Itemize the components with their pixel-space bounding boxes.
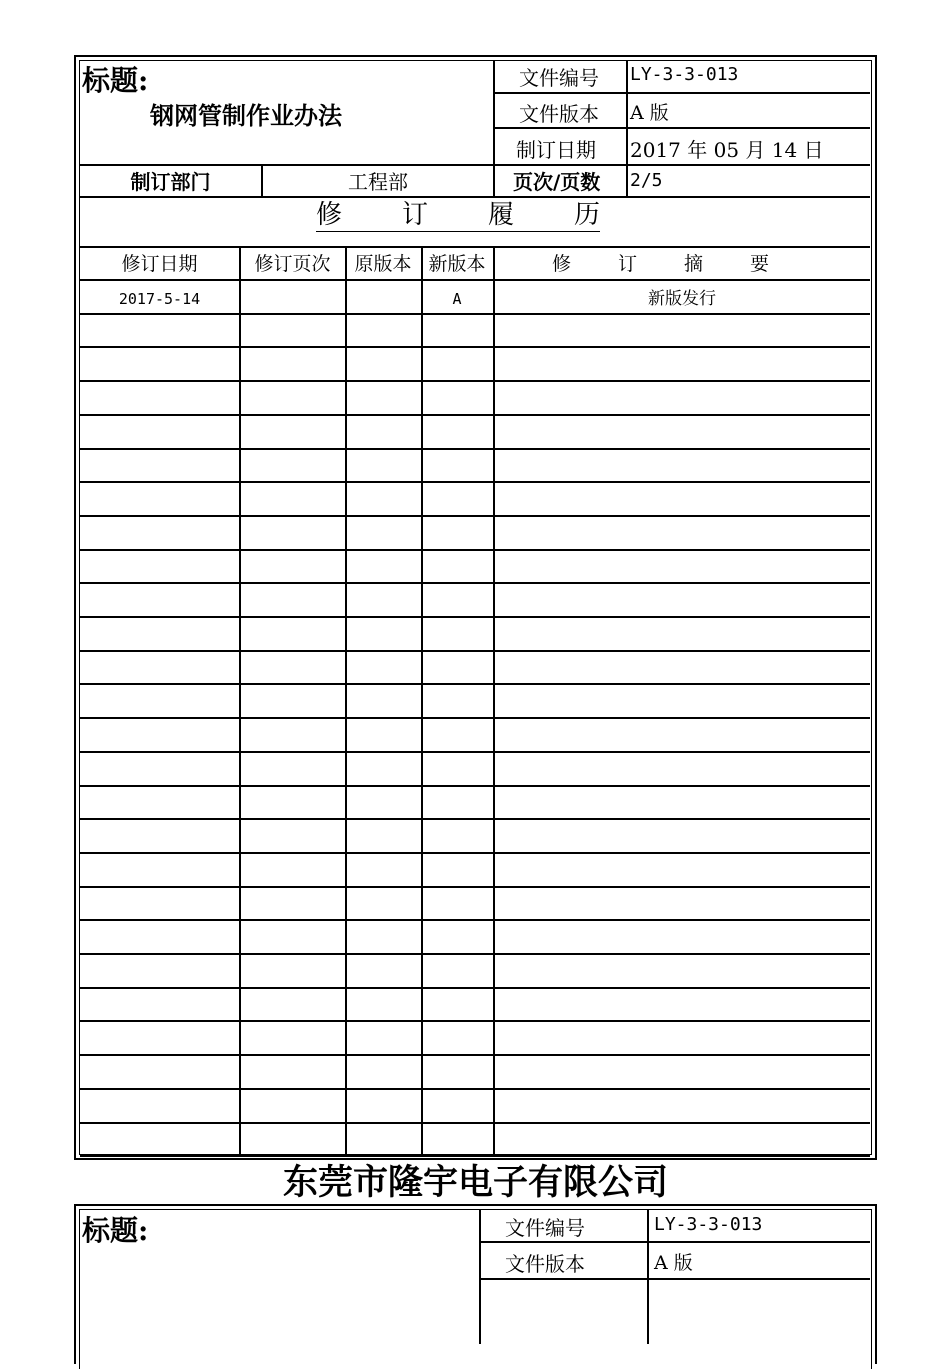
footer-version-label: 文件版本 bbox=[505, 1252, 585, 1276]
doc-no-label: 文件编号 bbox=[519, 66, 599, 90]
header-line bbox=[80, 196, 870, 198]
footer-title-label: 标题: bbox=[82, 1214, 149, 1247]
table-row-line bbox=[80, 919, 870, 921]
row-revision-date: 2017-5-14 bbox=[118, 290, 201, 308]
date-value: 2017 年 05 月 14 日 bbox=[630, 138, 824, 162]
table-row-line bbox=[80, 582, 870, 584]
footer-doc-no-label: 文件编号 bbox=[505, 1216, 585, 1240]
summary-char: 订 bbox=[618, 253, 638, 275]
footer-version-value: A 版 bbox=[654, 1252, 693, 1274]
table-row-line bbox=[80, 818, 870, 820]
table-row-line bbox=[80, 346, 870, 348]
row-summary: 新版发行 bbox=[648, 289, 716, 309]
header-divider bbox=[626, 61, 628, 196]
table-row-line bbox=[80, 1155, 870, 1157]
table-column-line bbox=[345, 246, 347, 1155]
table-row-line bbox=[80, 481, 870, 483]
table-row-line bbox=[80, 650, 870, 652]
table-column-line bbox=[239, 246, 241, 1155]
table-row-line bbox=[80, 279, 870, 281]
table-row-line bbox=[80, 414, 870, 416]
table-row-line bbox=[80, 515, 870, 517]
table-row-line bbox=[80, 751, 870, 753]
title-label: 标题: bbox=[82, 64, 149, 97]
dept-label: 制订部门 bbox=[130, 170, 211, 194]
summary-char: 要 bbox=[750, 253, 770, 275]
header-line bbox=[80, 164, 870, 166]
table-row-line bbox=[80, 616, 870, 618]
table-column-line bbox=[493, 246, 495, 1155]
table-row-line bbox=[80, 1054, 870, 1056]
table-column-line bbox=[421, 246, 423, 1155]
header-line bbox=[80, 246, 870, 248]
footer-line bbox=[479, 1278, 870, 1280]
section-title-char: 历 bbox=[574, 200, 601, 230]
footer-doc-no-value: LY-3-3-013 bbox=[654, 1214, 763, 1235]
col-header-revision-page: 修订页次 bbox=[254, 253, 331, 275]
dept-value: 工程部 bbox=[348, 170, 408, 194]
table-row-line bbox=[80, 852, 870, 854]
col-header-revision-date: 修订日期 bbox=[121, 253, 198, 275]
footer-divider bbox=[479, 1210, 481, 1344]
header-divider bbox=[493, 61, 495, 196]
header-line bbox=[493, 92, 870, 94]
row-new-version: A bbox=[452, 290, 462, 308]
table-row-line bbox=[80, 549, 870, 551]
summary-char: 修 bbox=[552, 253, 572, 275]
section-title-char: 履 bbox=[488, 200, 515, 230]
footer-divider bbox=[647, 1210, 649, 1344]
table-row-line bbox=[80, 785, 870, 787]
table-row-line bbox=[80, 953, 870, 955]
table-row-line bbox=[80, 313, 870, 315]
page-label: 页次/页数 bbox=[513, 170, 601, 194]
table-row-line bbox=[80, 987, 870, 989]
version-label: 文件版本 bbox=[519, 102, 599, 126]
footer-line bbox=[479, 1241, 870, 1243]
summary-char: 摘 bbox=[684, 253, 704, 275]
company-name: 东莞市隆宇电子有限公司 bbox=[282, 1162, 668, 1203]
table-row-line bbox=[80, 380, 870, 382]
doc-no-value: LY-3-3-013 bbox=[630, 64, 739, 85]
section-title-char: 订 bbox=[402, 200, 429, 230]
page-value: 2/5 bbox=[630, 170, 663, 191]
table-row-line bbox=[80, 448, 870, 450]
header-line bbox=[493, 127, 870, 129]
table-row-line bbox=[80, 886, 870, 888]
section-title-char: 修 bbox=[316, 200, 343, 230]
col-header-old-version: 原版本 bbox=[354, 253, 412, 275]
version-value: A 版 bbox=[630, 102, 669, 124]
table-row-line bbox=[80, 717, 870, 719]
document-title: 钢网管制作业办法 bbox=[150, 101, 342, 130]
table-row-line bbox=[80, 683, 870, 685]
table-row-line bbox=[80, 1020, 870, 1022]
table-row-line bbox=[80, 1088, 870, 1090]
revision-history-title bbox=[316, 202, 600, 228]
table-row-line bbox=[80, 1122, 870, 1124]
col-header-new-version: 新版本 bbox=[428, 253, 486, 275]
date-label: 制订日期 bbox=[516, 138, 596, 162]
